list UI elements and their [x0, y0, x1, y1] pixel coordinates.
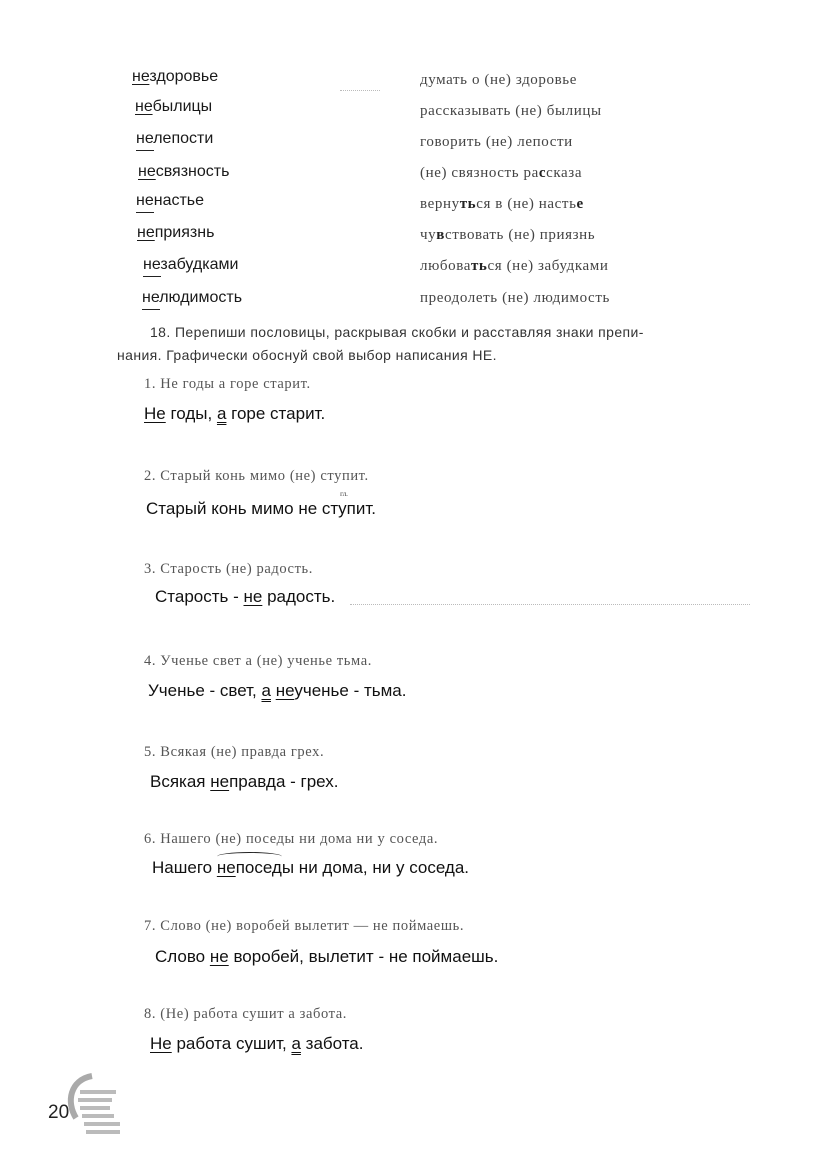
phrase-5: вернуться в (не) настье: [420, 196, 584, 212]
page-number: 20: [48, 1102, 70, 1123]
task-text: 18. Перепиши пословицы, раскрывая скобки и расставляя знаки препи-: [150, 324, 644, 340]
prefix-ne: не: [137, 224, 155, 241]
word-5: ненастье: [136, 192, 205, 209]
prefix-ne: не: [138, 163, 156, 180]
proverb-answer: Всякая неправда - грех.: [150, 772, 339, 791]
proverb-question: 1. Не годы а горе старит.: [144, 376, 311, 392]
underline-mark: [143, 276, 161, 277]
proverb-question: 7. Слово (не) воробей вылетит — не поймаешь.: [144, 918, 465, 934]
proverb-question: 6. Нашего (не) поседы ни дома ни у соседа.: [144, 831, 439, 847]
phrase-2: рассказывать (не) былицы: [420, 103, 602, 119]
prefix-ne: не: [135, 98, 153, 115]
dotted-guide: [340, 90, 380, 91]
dotted-guide: [350, 604, 750, 605]
proverb-answer: Слово не воробей, вылетит - не поймаешь.: [155, 947, 499, 966]
underline-mark: [136, 150, 154, 151]
word-4: несвязность: [138, 163, 230, 180]
verb-tag: гл.: [340, 490, 348, 498]
book-logo-icon: [62, 1072, 128, 1142]
proverb-question: 3. Старость (не) радость.: [144, 561, 313, 577]
word-6: неприязнь: [137, 224, 215, 241]
phrase-4: (не) связность рассказа: [420, 165, 583, 181]
proverb-question: 8. (Не) работа сушит а забота.: [144, 1006, 348, 1022]
underline-mark: [136, 212, 154, 213]
word-8: нелюдимость: [142, 289, 243, 306]
word-3: нелепости: [136, 130, 214, 147]
proverb-question: 5. Всякая (не) правда грех.: [144, 744, 325, 760]
prefix-ne: не: [132, 68, 150, 85]
phrase-7: любоваться (не) забудками: [420, 258, 609, 274]
proverb-answer: Старый конь мимо не ст гл. упит.: [146, 490, 376, 518]
word-2: небылицы: [135, 98, 213, 115]
phrase-1: думать о (не) здоровье: [420, 72, 577, 88]
phrase-3: говорить (не) лепости: [420, 134, 573, 150]
phrase-8: преодолеть (не) людимость: [420, 290, 610, 306]
proverb-question: 2. Старый конь мимо (не) ступит.: [144, 468, 369, 484]
proverb-answer: Ученье - свет, а неученье - тьма.: [148, 681, 407, 700]
proverb-question: 4. Ученье свет а (не) ученье тьма.: [144, 653, 372, 669]
root-arc: непосед: [216, 858, 282, 877]
task-text: нания. Графически обоснуй свой выбор написания НЕ.: [117, 347, 497, 363]
word-7: незабудками: [143, 256, 239, 273]
phrase-6: чувствовать (не) приязнь: [420, 227, 596, 243]
underline-mark: [142, 309, 160, 310]
proverb-answer: Нашего непоседы ни дома, ни у соседа.: [152, 858, 470, 877]
word-1: нездоровье: [132, 68, 219, 85]
proverb-answer: Не работа сушит, а забота.: [150, 1034, 364, 1053]
proverb-answer: Старость - не радость.: [155, 587, 336, 606]
proverb-answer: Не годы, а горе старит.: [144, 404, 326, 423]
